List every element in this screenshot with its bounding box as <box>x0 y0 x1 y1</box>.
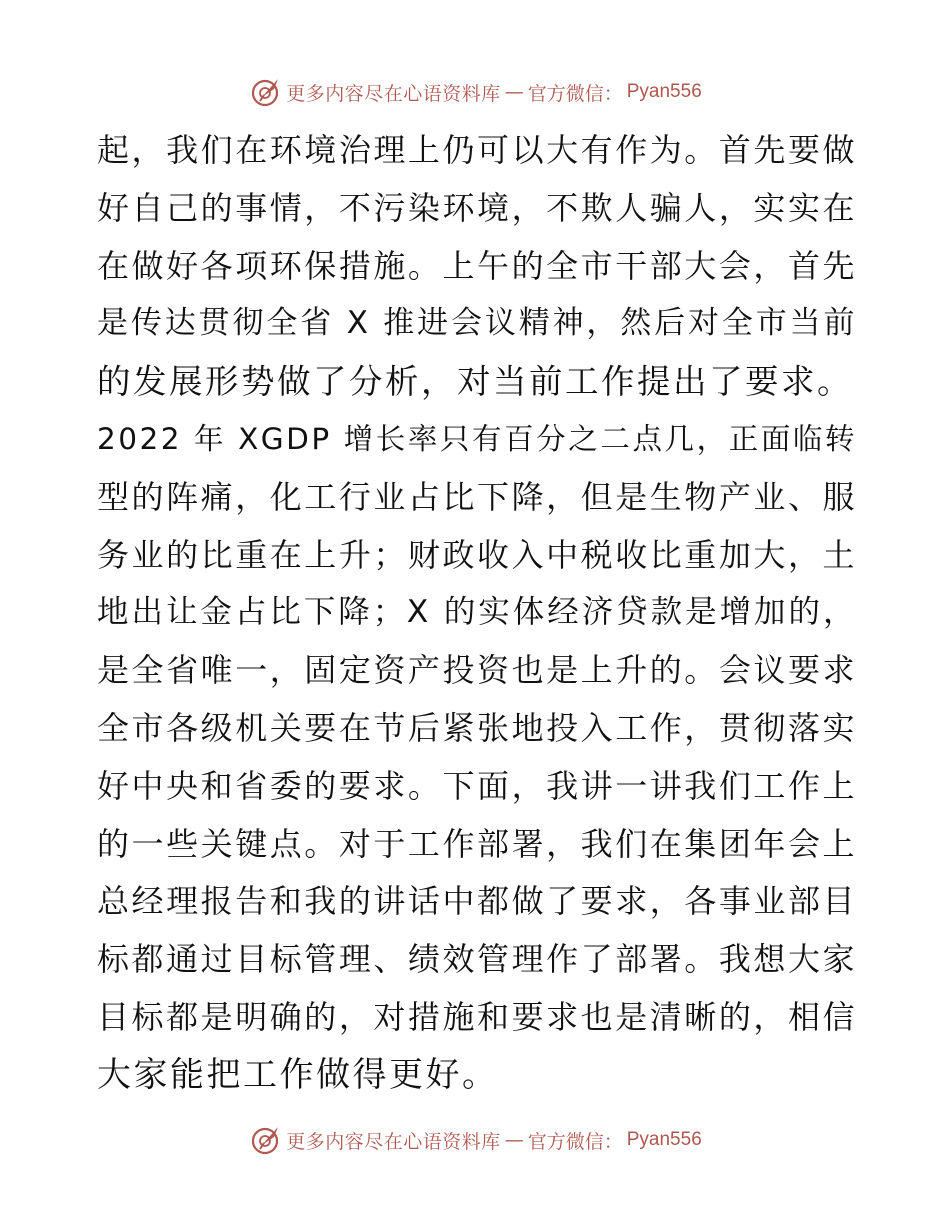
text-line: 2022 年 XGDP 增长率只有百分之二点几，正面临转 <box>97 421 857 456</box>
text-line: 大家能把工作做得更好。 <box>97 1054 499 1095</box>
watermark-site-text: 更多内容尽在心语资料库 <box>286 82 501 105</box>
text-line: 是传达贯彻全省 X 推进会议精神，然后对全市当前 <box>97 305 857 342</box>
watermark-handle: Pyan556 <box>626 1129 702 1150</box>
header-watermark <box>0 72 950 112</box>
text-line: 务业的比重在上升；财政收入中税收比重加大，土 <box>97 535 857 574</box>
watermark-dash: — <box>504 81 524 103</box>
text-line: 好自己的事情，不污染环境，不欺人骗人，实实在 <box>97 188 857 227</box>
watermark-dash: — <box>504 1129 524 1151</box>
text-line: 型的阵痛，化工行业占比下降，但是生物产业、服 <box>97 477 857 516</box>
footer-watermark <box>0 1120 950 1160</box>
text-line: 起，我们在环境治理上仍可以大有作为。首先要做 <box>97 131 857 169</box>
body-paragraph <box>97 122 857 1105</box>
quill-logo-icon <box>248 75 282 109</box>
text-line: 在做好各项环保措施。上午的全市干部大会，首先 <box>97 246 857 285</box>
text-line: 地出让金占比下降；X 的实体经济贷款是增加的， <box>97 594 857 631</box>
watermark-wechat-label: 官方微信： <box>527 1130 623 1153</box>
text-line: 的发展形势做了分析，对当前工作提出了要求。 <box>97 362 853 402</box>
text-line: 好中央和省委的要求。下面，我讲一讲我们工作上 <box>97 766 857 805</box>
watermark-wechat-label: 官方微信： <box>527 82 623 105</box>
text-line: 是全省唯一，固定资产投资也是上升的。会议要求 <box>97 651 857 690</box>
quill-logo-icon <box>248 1123 282 1157</box>
watermark-site-text: 更多内容尽在心语资料库 <box>286 1130 501 1153</box>
watermark-handle: Pyan556 <box>626 81 702 102</box>
text-line: 目标都是明确的，对措施和要求也是清晰的，相信 <box>97 997 857 1036</box>
text-line: 标都通过目标管理、绩效管理作了部署。我想大家 <box>97 940 857 979</box>
text-line: 的一些关键点。对于工作部署，我们在集团年会上 <box>97 824 857 863</box>
text-line: 总经理报告和我的讲话中都做了要求，各事业部目 <box>97 882 857 921</box>
text-line: 全市各级机关要在节后紧张地投入工作，贯彻落实 <box>97 708 857 747</box>
